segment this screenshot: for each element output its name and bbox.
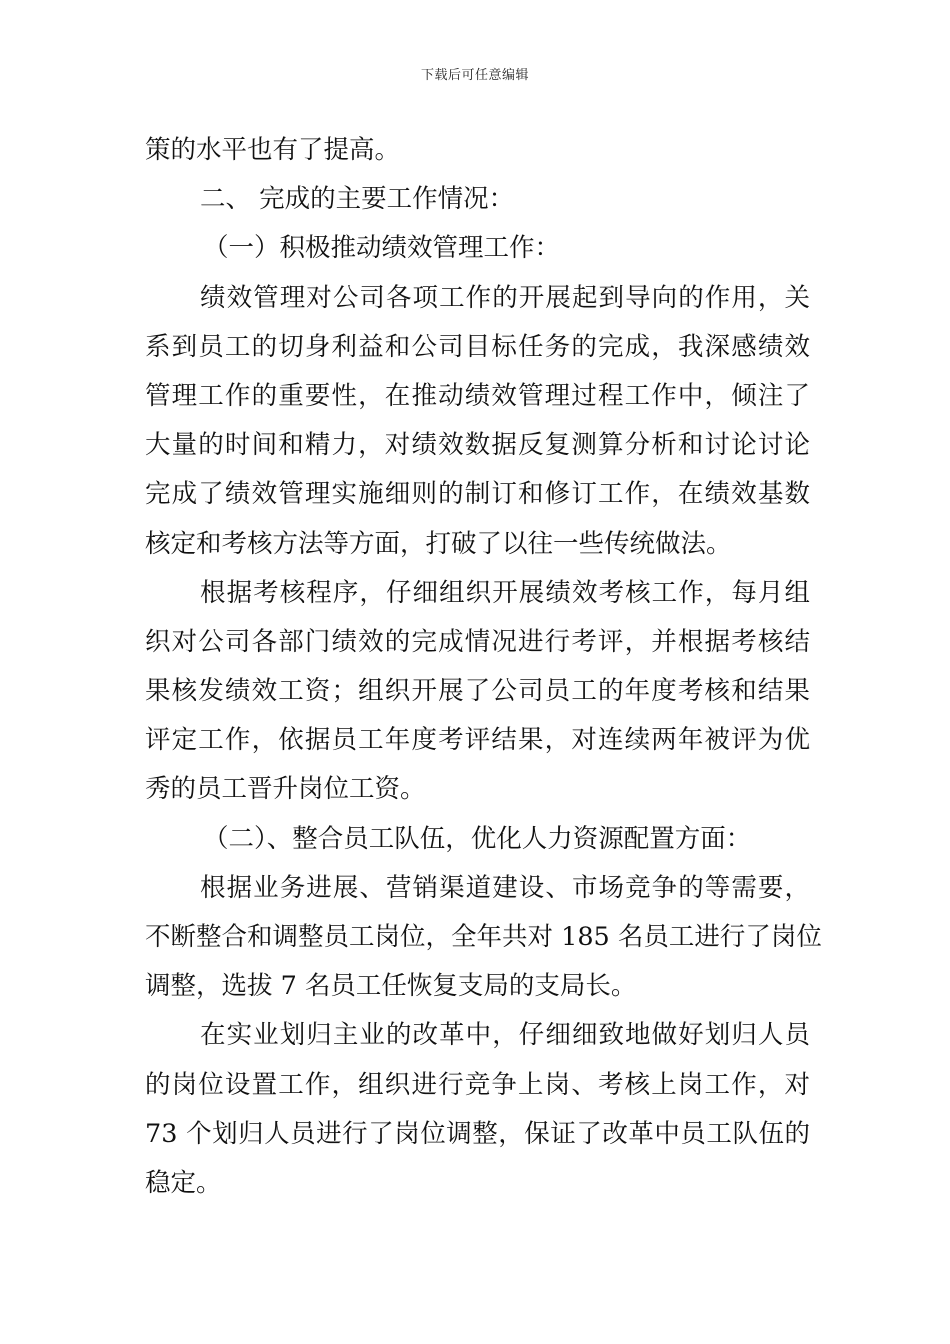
text-line: 的岗位设置工作，组织进行竞争上岗、考核上岗工作，对	[145, 1069, 810, 1100]
text-line: 系到员工的切身利益和公司目标任务的完成，我深感绩效	[145, 331, 810, 362]
text-line: 核定和考核方法等方面，打破了以往一些传统做法。	[145, 528, 732, 559]
text-line: 完成了绩效管理实施细则的制订和修订工作，在绩效基数	[145, 479, 810, 510]
page-header: 下载后可任意编辑	[420, 68, 529, 83]
text-line: 果核发绩效工资；组织开展了公司员工的年度考核和结果	[145, 676, 810, 707]
text-line: 调整，选拔 7 名员工任恢复支局的支局长。	[145, 971, 637, 1002]
text-line: 根据业务进展、营销渠道建设、市场竞争的等需要，	[200, 872, 810, 903]
text-line: 策的水平也有了提高。	[145, 135, 401, 165]
text-line: 在实业划归主业的改革中，仔细细致地做好划归人员	[200, 1020, 810, 1051]
text-line: 管理工作的重要性，在推动绩效管理过程工作中，倾注了	[145, 380, 810, 411]
text-line: 不断整合和调整员工岗位，全年共对 185 名员工进行了岗位	[145, 922, 822, 952]
subsection-heading: （二）、整合员工队伍，优化人力资源配置方面：	[203, 823, 752, 854]
text-line: 绩效管理对公司各项工作的开展起到导向的作用，关	[200, 282, 810, 313]
section-heading: 二、 完成的主要工作情况：	[200, 184, 515, 215]
text-line: 秀的员工晋升岗位工资。	[145, 774, 426, 805]
text-line: 织对公司各部门绩效的完成情况进行考评，并根据考核结	[145, 626, 810, 657]
subsection-heading: （一）积极推动绩效管理工作：	[203, 233, 561, 264]
text-line: 评定工作，依据员工年度考评结果，对连续两年被评为优	[145, 725, 810, 756]
text-line: 73 个划归人员进行了岗位调整，保证了改革中员工队伍的	[145, 1118, 810, 1149]
text-line: 根据考核程序，仔细组织开展绩效考核工作，每月组	[200, 577, 810, 608]
text-line: 大量的时间和精力，对绩效数据反复测算分析和讨论讨论	[145, 430, 810, 461]
document-body	[145, 126, 822, 1208]
text-line: 稳定。	[145, 1167, 222, 1198]
